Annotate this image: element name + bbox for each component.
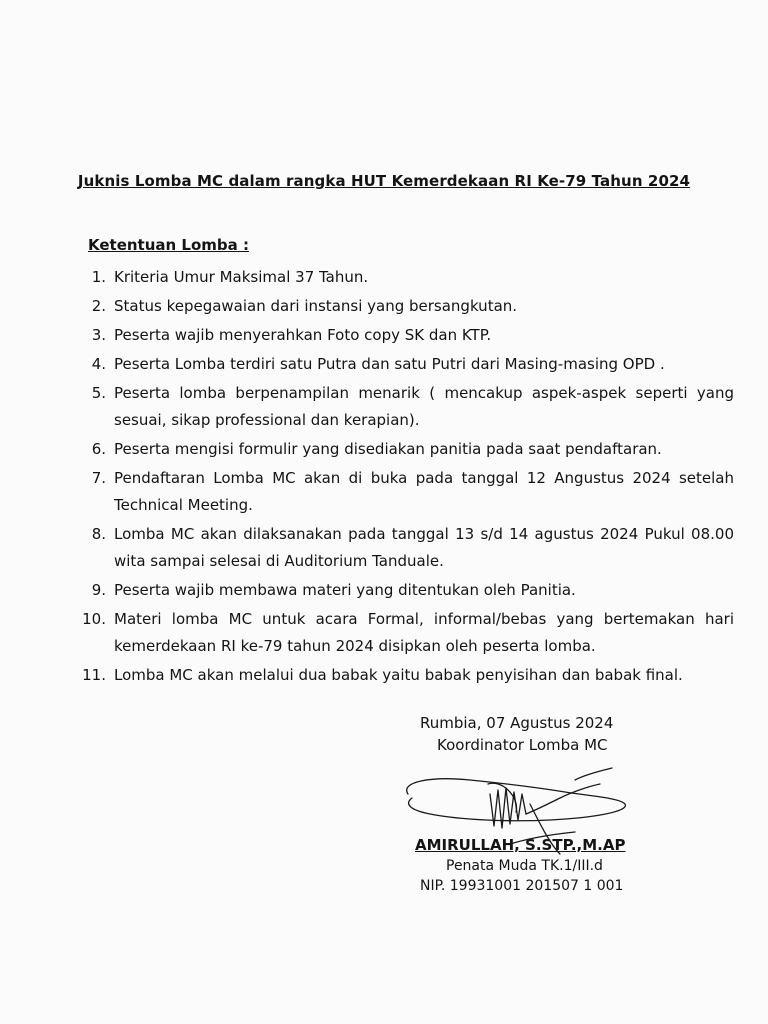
list-item-number: 7. xyxy=(91,469,106,487)
list-item xyxy=(78,380,734,434)
list-item-text: Lomba MC akan dilaksanakan pada tanggal 13 s/d 14 agustus 2024 Pukul 08.00 wita sampai selesai di Auditorium Tanduale. xyxy=(114,525,734,570)
list-item-number: 11. xyxy=(82,666,106,684)
list-item-number: 2. xyxy=(91,297,106,315)
list-item-text: Pendaftaran Lomba MC akan di buka pada tanggal 12 Angustus 2024 setelah Technical Meeting. xyxy=(114,469,734,514)
list-item xyxy=(78,577,734,604)
list-item-text: Peserta Lomba terdiri satu Putra dan satu Putri dari Masing-masing OPD . xyxy=(114,355,665,373)
handwritten-signature xyxy=(390,754,640,864)
list-item-text: Peserta wajib menyerahkan Foto copy SK dan KTP. xyxy=(114,326,492,344)
list-item-number: 10. xyxy=(82,610,106,628)
rules-list xyxy=(78,264,734,691)
list-item xyxy=(78,662,734,689)
list-item xyxy=(78,351,734,378)
list-item-text: Peserta lomba berpenampilan menarik ( mencakup aspek-aspek seperti yang sesuai, sikap professional dan kerapian). xyxy=(114,384,734,429)
list-item-text: Status kepegawaian dari instansi yang bersangkutan. xyxy=(114,297,518,315)
section-heading: Ketentuan Lomba : xyxy=(88,236,250,254)
list-item-text: Peserta mengisi formulir yang disediakan panitia pada saat pendaftaran. xyxy=(114,440,662,458)
list-item-number: 9. xyxy=(91,581,106,599)
signatory-nip: NIP. 19931001 201507 1 001 xyxy=(420,878,624,894)
list-item xyxy=(78,264,734,291)
list-item xyxy=(78,465,734,519)
list-item-text: Kriteria Umur Maksimal 37 Tahun. xyxy=(114,268,369,286)
list-item-text: Peserta wajib membawa materi yang ditentukan oleh Panitia. xyxy=(114,581,576,599)
list-item-text: Lomba MC akan melalui dua babak yaitu babak penyisihan dan babak final. xyxy=(114,666,683,684)
list-item xyxy=(78,322,734,349)
list-item-text: Materi lomba MC untuk acara Formal, informal/bebas yang bertemakan hari kemerdekaan RI ke-79 tahun 2024 disipkan oleh peserta lomba. xyxy=(114,610,734,655)
signature-role: Koordinator Lomba MC xyxy=(437,736,608,754)
list-item-number: 8. xyxy=(91,525,106,543)
list-item-number: 5. xyxy=(91,384,106,402)
document-title: Juknis Lomba MC dalam rangka HUT Kemerdekaan RI Ke-79 Tahun 2024 xyxy=(77,172,691,190)
list-item-number: 4. xyxy=(91,355,106,373)
signature-block xyxy=(400,712,640,896)
list-item-number: 1. xyxy=(91,268,106,286)
signature-place-date: Rumbia, 07 Agustus 2024 xyxy=(420,714,614,732)
list-item xyxy=(78,521,734,575)
signatory-rank: Penata Muda TK.1/III.d xyxy=(446,858,603,874)
list-item xyxy=(78,606,734,660)
list-item xyxy=(78,436,734,463)
list-item xyxy=(78,293,734,320)
signature-area xyxy=(400,756,640,834)
list-item-number: 6. xyxy=(91,440,106,458)
signatory-name: AMIRULLAH, S.STP.,M.AP xyxy=(415,836,626,854)
list-item-number: 3. xyxy=(91,326,106,344)
